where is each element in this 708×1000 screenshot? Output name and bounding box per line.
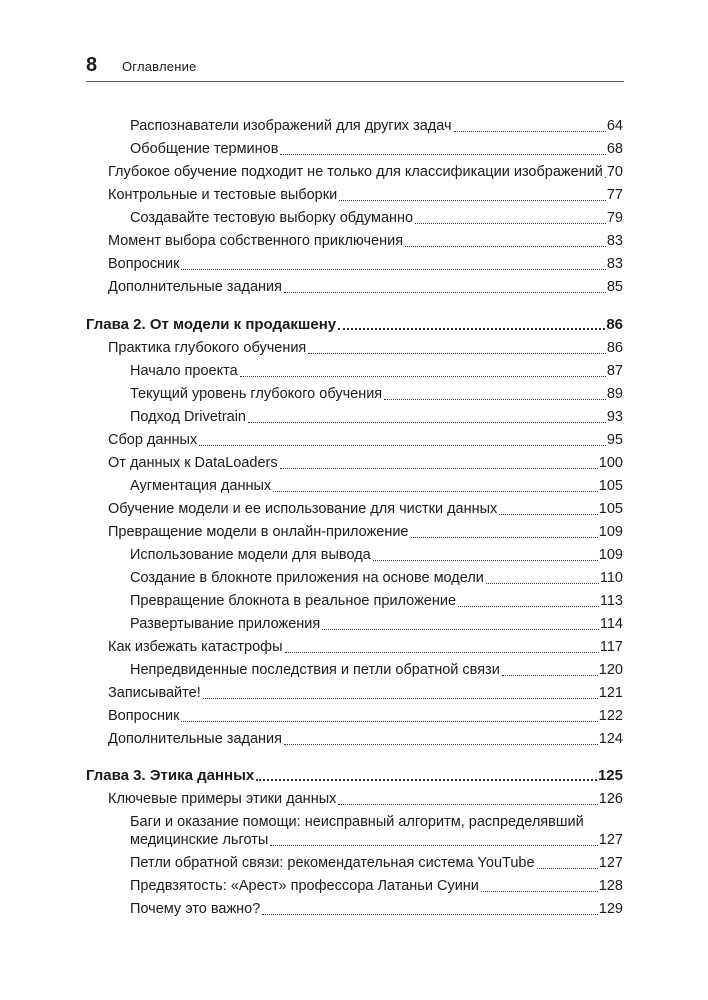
toc-leader	[181, 721, 597, 722]
toc-entry-page: 70	[606, 164, 623, 180]
toc-entry-page: 114	[599, 616, 623, 632]
toc-leader	[481, 891, 598, 892]
toc-leader	[262, 914, 598, 915]
toc-leader	[373, 560, 598, 561]
running-title: Оглавление	[122, 59, 197, 74]
toc-entry-title: Глубокое обучение подходит не только для классификации изображений	[108, 164, 603, 180]
toc-leader	[499, 514, 597, 515]
toc-entry[interactable]	[108, 187, 623, 204]
toc-entry[interactable]	[108, 685, 623, 702]
toc-entry-page: 113	[599, 593, 623, 609]
toc-entry[interactable]	[108, 524, 623, 541]
toc-entry[interactable]	[108, 639, 623, 656]
toc-entry-title: Записывайте!	[108, 685, 201, 701]
toc-entry-title: Создание в блокноте приложения на основе модели	[130, 570, 484, 586]
toc-chapter-entry[interactable]	[86, 767, 623, 784]
toc-leader	[405, 246, 606, 247]
toc-entry-page: 128	[598, 878, 623, 894]
toc-leader	[285, 652, 599, 653]
toc-entry-title: Распознаватели изображений для других задач	[130, 118, 452, 134]
toc-entry[interactable]	[130, 616, 623, 633]
toc-leader	[203, 698, 598, 699]
toc-leader	[458, 606, 599, 607]
toc-entry-page: 86	[606, 340, 623, 356]
toc-entry-page: 87	[606, 363, 623, 379]
toc-entry[interactable]	[130, 855, 623, 872]
toc-entry-title: Ключевые примеры этики данных	[108, 791, 337, 807]
toc-leader	[322, 629, 599, 630]
toc-entry-title: Использование модели для вывода	[130, 547, 371, 563]
toc-entry-title: Как избежать катастрофы	[108, 639, 283, 655]
toc-entry-page: 129	[598, 901, 623, 917]
toc-entry-page: 64	[606, 118, 623, 134]
toc-chapter-entry[interactable]	[86, 316, 623, 333]
toc-entry-title-line1[interactable]: Баги и оказание помощи: неисправный алгоритм, распределявший	[130, 814, 584, 830]
toc-entry-page: 89	[606, 386, 623, 402]
toc-chapter-page: 125	[597, 767, 623, 784]
toc-chapter-title: Глава 3. Этика данных	[86, 767, 255, 784]
page-number: 8	[86, 54, 98, 76]
toc-leader	[384, 399, 606, 400]
toc-leader	[502, 675, 598, 676]
toc-entry-title: Предвзятость: «Арест» профессора Латаньи Суини	[130, 878, 479, 894]
toc-entry[interactable]	[130, 363, 623, 380]
toc-entry[interactable]	[108, 791, 623, 808]
toc-entry[interactable]	[130, 878, 623, 895]
toc-leader	[273, 491, 598, 492]
toc-entry-title-line2: медицинские льготы	[130, 832, 269, 848]
toc-entry-page: 127	[598, 832, 623, 848]
toc-entry-page: 109	[598, 524, 623, 540]
toc-entry-title: Текущий уровень глубокого обучения	[130, 386, 383, 402]
toc-chapter-title: Глава 2. От модели к продакшену	[86, 316, 337, 333]
toc-leader	[486, 583, 599, 584]
toc-entry-page: 95	[606, 432, 623, 448]
toc-entry-page: 77	[606, 187, 623, 203]
toc-entry-title: Превращение модели в онлайн-приложение	[108, 524, 409, 540]
toc-entry-page: 83	[606, 233, 623, 249]
toc-entry[interactable]	[108, 279, 623, 296]
toc-leader	[199, 445, 606, 446]
toc-leader	[537, 868, 598, 869]
toc-entry-page: 127	[598, 855, 623, 871]
toc-entry-title: Дополнительные задания	[108, 731, 283, 747]
toc-leader	[411, 537, 598, 538]
toc-entry-title: Петли обратной связи: рекомендательная система YouTube	[130, 855, 535, 871]
toc-entry-page: 79	[606, 210, 623, 226]
toc-leader	[248, 422, 606, 423]
toc-entry-page: 110	[599, 570, 623, 586]
toc-entry[interactable]	[130, 662, 623, 679]
toc-entry-page: 117	[599, 639, 623, 655]
toc-leader	[605, 177, 606, 178]
toc-entry-page: 85	[606, 279, 623, 295]
toc-entry-title: Почему это важно?	[130, 901, 261, 917]
toc-leader	[284, 292, 606, 293]
toc-entry-page: 109	[598, 547, 623, 563]
toc-leader	[256, 779, 597, 781]
toc-entry[interactable]	[108, 233, 623, 250]
toc-entry-page: 122	[598, 708, 623, 724]
toc-entry[interactable]	[130, 547, 623, 564]
toc-entry[interactable]	[108, 455, 623, 472]
toc-entry-title: Обучение модели и ее использование для чистки данных	[108, 501, 498, 517]
toc-entry[interactable]	[130, 593, 623, 610]
toc-entry[interactable]	[130, 832, 623, 849]
toc-entry-page: 105	[598, 478, 623, 494]
toc-leader	[240, 376, 606, 377]
toc-entry-title: Контрольные и тестовые выборки	[108, 187, 338, 203]
toc-entry-title: Практика глубокого обучения	[108, 340, 307, 356]
toc-entry[interactable]	[108, 731, 623, 748]
toc-entry-title: Развертывание приложения	[130, 616, 321, 632]
toc-entry[interactable]	[130, 386, 623, 403]
toc-entry-title: Дополнительные задания	[108, 279, 283, 295]
toc-entry-page: 121	[598, 685, 623, 701]
toc-entry[interactable]	[130, 901, 623, 918]
toc-leader	[181, 269, 605, 270]
toc-entry-title: Создавайте тестовую выборку обдуманно	[130, 210, 414, 226]
toc-entry[interactable]	[108, 501, 623, 518]
toc-entry-title: Обобщение терминов	[130, 141, 279, 157]
toc-leader	[338, 804, 597, 805]
toc-entry[interactable]	[108, 164, 623, 181]
toc-entry[interactable]	[108, 256, 623, 273]
toc-entry-page: 68	[606, 141, 623, 157]
toc-entry-page: 126	[598, 791, 623, 807]
toc-entry[interactable]	[108, 708, 623, 725]
toc-leader	[339, 200, 606, 201]
toc-entry-title: Момент выбора собственного приключения	[108, 233, 404, 249]
toc-leader	[415, 223, 606, 224]
toc-entry[interactable]	[130, 409, 623, 426]
toc-entry-title: Начало проекта	[130, 363, 238, 379]
toc-entry[interactable]	[108, 340, 623, 357]
toc-leader	[284, 744, 598, 745]
toc-leader	[338, 328, 605, 330]
toc-entry-title: От данных к DataLoaders	[108, 455, 278, 471]
toc-entry-page: 100	[598, 455, 623, 471]
toc-entry-title: Аугментация данных	[130, 478, 272, 494]
toc-entry[interactable]	[130, 118, 623, 135]
toc-leader	[280, 468, 598, 469]
toc-entry-title: Превращение блокнота в реальное приложение	[130, 593, 457, 609]
toc-entry-title: Сбор данных	[108, 432, 198, 448]
toc-entry-title: Вопросник	[108, 708, 180, 724]
toc-entry[interactable]	[130, 141, 623, 158]
toc-entry-page: 105	[598, 501, 623, 517]
toc-entry[interactable]	[130, 210, 623, 227]
toc-leader	[270, 845, 598, 846]
toc-entry-page: 93	[606, 409, 623, 425]
toc-entry-page: 120	[598, 662, 623, 678]
toc-entry-page: 83	[606, 256, 623, 272]
toc-entry[interactable]	[108, 432, 623, 449]
toc-entry-page: 124	[598, 731, 623, 747]
toc-entry[interactable]	[130, 570, 623, 587]
toc-entry-title: Вопросник	[108, 256, 180, 272]
toc-entry-title: Непредвиденные последствия и петли обратной связи	[130, 662, 500, 678]
toc-entry[interactable]	[130, 478, 623, 495]
toc-entry-title: Подход Drivetrain	[130, 409, 246, 425]
toc-leader	[454, 131, 606, 132]
toc-leader	[308, 353, 606, 354]
toc-leader	[280, 154, 605, 155]
toc-chapter-page: 86	[606, 316, 623, 333]
